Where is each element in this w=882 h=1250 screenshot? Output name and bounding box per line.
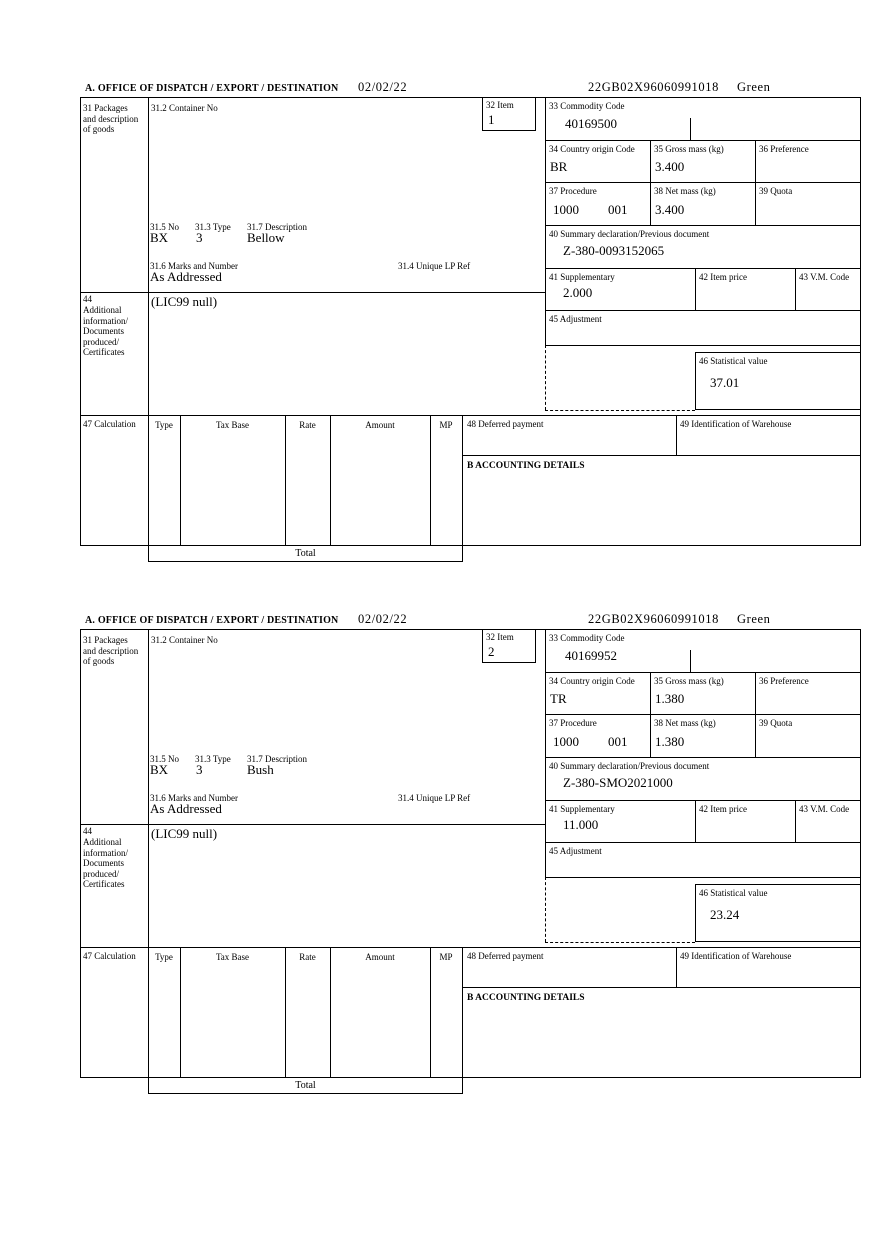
grid-line: [462, 455, 861, 456]
country-origin-value: BR: [550, 159, 568, 174]
box38-label: 38 Net mass (kg): [654, 718, 716, 728]
accounting-details-heading: B ACCOUNTING DETAILS: [467, 993, 585, 1003]
grid-line: [430, 415, 431, 545]
box39-label: 39 Quota: [759, 186, 793, 196]
grid-line: [545, 268, 861, 269]
dashed-continuation-line: [545, 410, 695, 411]
commodity-code-value: 40169952: [565, 648, 617, 663]
grid-line: [180, 947, 181, 1077]
grid-line: [180, 415, 181, 545]
box49-label: 49 Identification of Warehouse: [680, 419, 792, 429]
commodity-code-value: 40169500: [565, 116, 617, 131]
box47-label: 47 Calculation: [83, 951, 136, 961]
grid-line: [80, 292, 546, 293]
grid-line: [462, 415, 463, 545]
box38-label: 38 Net mass (kg): [654, 186, 716, 196]
box31-3-label: 31.3 Type: [195, 754, 231, 764]
item-number-value: 2: [488, 644, 495, 659]
box31-6-label: 31.6 Marks and Number: [150, 261, 238, 271]
box33-label: 33 Commodity Code: [549, 101, 625, 111]
grid-line: [545, 842, 861, 843]
net-mass-value: 1.380: [655, 734, 685, 749]
net-mass-value: 3.400: [655, 202, 685, 217]
box31-6-label: 31.6 Marks and Number: [150, 793, 238, 803]
grid-line: [462, 947, 463, 1077]
box31-5-label: 31.5 No: [150, 754, 179, 764]
grid-line: [545, 310, 861, 311]
item-number-value: 1: [488, 112, 495, 127]
grid-line: [545, 877, 861, 878]
grid-line: [80, 947, 861, 948]
box35-label: 35 Gross mass (kg): [654, 144, 724, 154]
marks-and-number-value: As Addressed: [150, 801, 222, 816]
packages-no-value: BX: [150, 230, 169, 245]
form-outer-border: [80, 629, 861, 1078]
grid-line: [545, 140, 861, 141]
grid-line: [462, 987, 861, 988]
box46-label: 46 Statistical value: [699, 356, 768, 366]
box44-number: 44: [83, 294, 92, 304]
box45-label: 45 Adjustment: [549, 846, 602, 856]
box31-7-label: 31.7 Description: [247, 222, 307, 232]
calc-col-rate: Rate: [299, 952, 316, 962]
statistical-value: 37.01: [710, 375, 740, 390]
box43-label: 43 V.M. Code: [799, 272, 850, 282]
box41-label: 41 Supplementary: [549, 272, 615, 282]
calc-col-type: Type: [155, 420, 173, 430]
previous-document-value: Z-380-0093152065: [563, 243, 665, 258]
box41-label: 41 Supplementary: [549, 804, 615, 814]
procedure-code-value: 1000: [553, 202, 579, 217]
box31-2-label: 31.2 Container No: [151, 103, 218, 113]
calc-col-mp: MP: [439, 952, 453, 962]
packages-no-value: BX: [150, 762, 169, 777]
box42-label: 42 Item price: [699, 272, 747, 282]
packages-type-value: 3: [196, 230, 203, 245]
box34-label: 34 Country origin Code: [549, 144, 635, 154]
grid-line: [676, 947, 677, 987]
grid-line: [676, 415, 677, 455]
grid-line: [695, 800, 696, 842]
box44-label: Additional information/ Documents produced/ Certificates: [83, 305, 128, 358]
dashed-continuation-line: [545, 942, 695, 943]
box49-label: 49 Identification of Warehouse: [680, 951, 792, 961]
office-of-dispatch-heading: A. OFFICE OF DISPATCH / EXPORT / DESTINATION: [85, 615, 339, 626]
grid-line: [545, 672, 861, 673]
procedure-code-2-value: 001: [608, 734, 628, 749]
commodity-code-separator: [690, 650, 691, 672]
box36-label: 36 Preference: [759, 676, 809, 686]
box46-label: 46 Statistical value: [699, 888, 768, 898]
routing-status: Green: [737, 612, 771, 626]
box31-4-label: 31.4 Unique LP Ref: [398, 261, 471, 271]
box43-label: 43 V.M. Code: [799, 804, 850, 814]
total-label: Total: [295, 1080, 316, 1091]
box44-label: Additional information/ Documents produced/ Certificates: [83, 837, 128, 890]
grid-line: [330, 415, 331, 545]
packages-type-value: 3: [196, 762, 203, 777]
gross-mass-value: 1.380: [655, 691, 685, 706]
box31-3-label: 31.3 Type: [195, 222, 231, 232]
supplementary-units-value: 11.000: [563, 817, 599, 832]
grid-line: [80, 415, 861, 416]
box36-label: 36 Preference: [759, 144, 809, 154]
accounting-details-heading: B ACCOUNTING DETAILS: [467, 461, 585, 471]
additional-information-value: (LIC99 null): [151, 826, 218, 841]
form-outer-border: [80, 97, 861, 546]
commodity-code-separator: [690, 118, 691, 140]
office-of-dispatch-heading: A. OFFICE OF DISPATCH / EXPORT / DESTINATION: [85, 83, 339, 94]
grid-line: [430, 947, 431, 1077]
box32-label: 32 Item: [486, 100, 514, 110]
previous-document-value: Z-380-SMO2021000: [563, 775, 673, 790]
grid-line: [545, 757, 861, 758]
procedure-code-value: 1000: [553, 734, 579, 749]
box37-label: 37 Procedure: [549, 718, 597, 728]
statistical-value: 23.24: [710, 907, 740, 922]
grid-line: [330, 947, 331, 1077]
box40-label: 40 Summary declaration/Previous document: [549, 229, 710, 239]
box33-label: 33 Commodity Code: [549, 633, 625, 643]
box44-number: 44: [83, 826, 92, 836]
goods-description-value: Bellow: [247, 230, 285, 245]
box42-label: 42 Item price: [699, 804, 747, 814]
procedure-code-2-value: 001: [608, 202, 628, 217]
box35-label: 35 Gross mass (kg): [654, 676, 724, 686]
declaration-item-2: [80, 612, 861, 1112]
grid-line: [148, 97, 149, 545]
routing-status: Green: [737, 80, 771, 94]
grid-line: [695, 268, 696, 310]
box45-label: 45 Adjustment: [549, 314, 602, 324]
grid-line: [545, 345, 861, 346]
gross-mass-value: 3.400: [655, 159, 685, 174]
dispatch-date: 02/02/22: [358, 80, 408, 94]
marks-and-number-value: As Addressed: [150, 269, 222, 284]
grid-line: [545, 225, 861, 226]
grid-line: [80, 824, 546, 825]
country-origin-value: TR: [550, 691, 567, 706]
grid-line: [148, 629, 149, 1077]
box34-label: 34 Country origin Code: [549, 676, 635, 686]
grid-line: [545, 97, 546, 345]
total-label: Total: [295, 548, 316, 559]
goods-description-value: Bush: [247, 762, 274, 777]
grid-line: [795, 800, 796, 842]
box32-label: 32 Item: [486, 632, 514, 642]
box47-label: 47 Calculation: [83, 419, 136, 429]
box31-4-label: 31.4 Unique LP Ref: [398, 793, 471, 803]
dashed-continuation-line: [545, 877, 546, 942]
grid-line: [545, 800, 861, 801]
box40-label: 40 Summary declaration/Previous document: [549, 761, 710, 771]
supplementary-units-value: 2.000: [563, 285, 593, 300]
grid-line: [545, 714, 861, 715]
box31-7-label: 31.7 Description: [247, 754, 307, 764]
calc-col-amount: Amount: [365, 952, 395, 962]
grid-line: [795, 268, 796, 310]
box31-label: 31 Packages and description of goods: [83, 635, 139, 667]
box31-2-label: 31.2 Container No: [151, 635, 218, 645]
grid-line: [545, 629, 546, 877]
dispatch-date: 02/02/22: [358, 612, 408, 626]
box31-label: 31 Packages and description of goods: [83, 103, 139, 135]
grid-line: [285, 947, 286, 1077]
declaration-reference: 22GB02X96060991018: [588, 612, 719, 626]
calc-col-rate: Rate: [299, 420, 316, 430]
box48-label: 48 Deferred payment: [467, 419, 544, 429]
box48-label: 48 Deferred payment: [467, 951, 544, 961]
calc-col-tax-base: Tax Base: [215, 420, 250, 430]
grid-line: [285, 415, 286, 545]
calc-col-type: Type: [155, 952, 173, 962]
declaration-item-1: [80, 80, 861, 580]
box37-label: 37 Procedure: [549, 186, 597, 196]
box39-label: 39 Quota: [759, 718, 793, 728]
calc-col-tax-base: Tax Base: [215, 952, 250, 962]
additional-information-value: (LIC99 null): [151, 294, 218, 309]
calc-col-amount: Amount: [365, 420, 395, 430]
declaration-reference: 22GB02X96060991018: [588, 80, 719, 94]
calc-col-mp: MP: [439, 420, 453, 430]
box31-5-label: 31.5 No: [150, 222, 179, 232]
grid-line: [545, 182, 861, 183]
dashed-continuation-line: [545, 345, 546, 410]
